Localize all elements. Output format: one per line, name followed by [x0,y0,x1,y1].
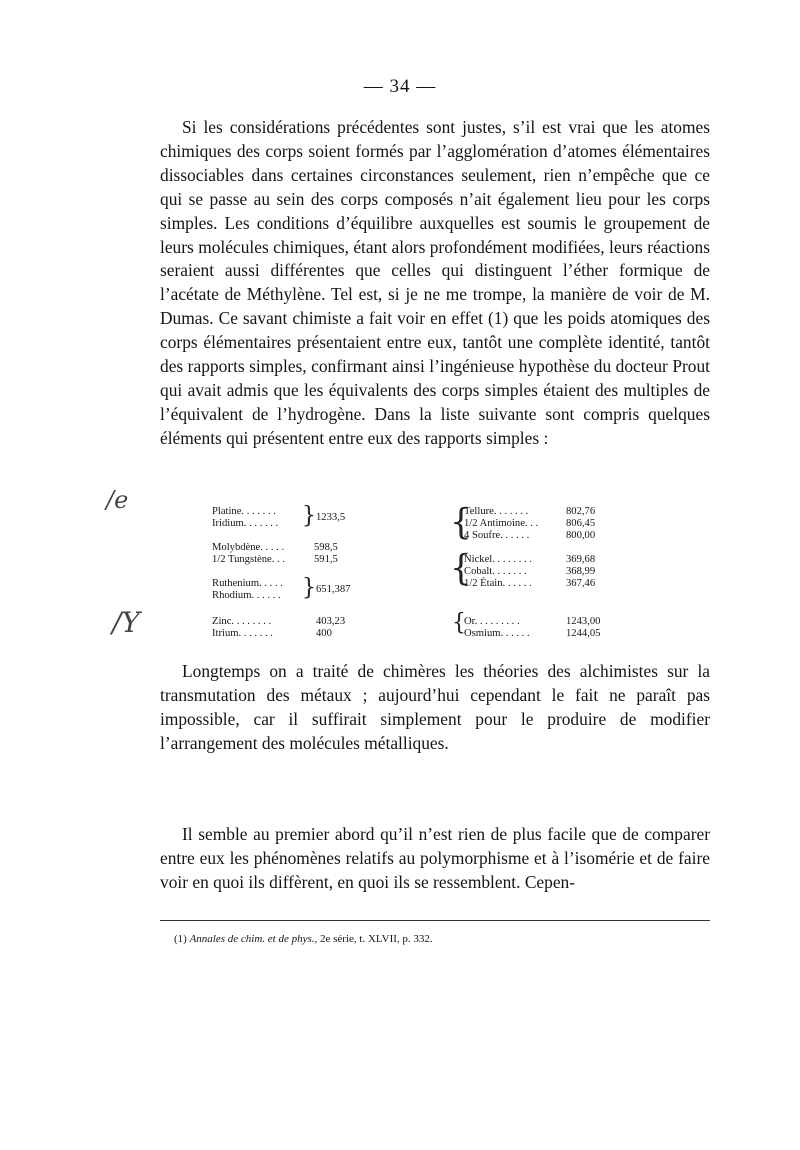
element-value: 591,5 [314,554,338,565]
element-group-value: 1233,5 [316,512,346,523]
paragraph-2: Longtemps on a traité de chimères les théories des alchimistes sur la transmutation des métaux ; aujourd’hui cependant le fait ne paraît pas impossible, car il suffirait simplement pour le produire de modifier l’arrangement des molécules métalliques. [160,661,710,753]
element-name: Cobalt. . . . . . . [464,566,527,577]
element-value: 367,46 [566,578,596,589]
table-row [460,616,620,628]
elements-table-right [450,501,620,640]
element-name: 1/2 Antimoine. . . [464,518,539,529]
brace-icon: } [302,574,316,601]
table-row [212,542,412,554]
element-name: Osmium. . . . . . [464,628,530,639]
element-group-value: 651,387 [316,584,351,595]
element-name: Tellure. . . . . . . [464,506,529,517]
element-value: 800,00 [566,530,596,541]
brace-icon: } [302,502,316,529]
brace-icon: { [452,609,466,636]
element-name: Rhodium. . . . . . [212,590,281,601]
element-name: Zinc. . . . . . . . [212,616,272,627]
element-name: Ruthenium. . . . . [212,578,283,589]
element-name: Platine. . . . . . . [212,506,276,517]
element-name: Iridium. . . . . . . [212,518,279,529]
table-row [460,628,620,640]
element-value: 368,99 [566,566,596,577]
element-name: 4 Soufre. . . . . . [464,530,530,541]
paragraph-1: Si les considérations précédentes sont justes, s’il est vrai que les atomes chimiques des corps soient formés par l’agglomération d’atomes élémentaires dissociables dans certaines circonstances seulement, rien n’empêche que ce qui se passe au sein des corps composés n’ait également lieu pour les corps simples. Les conditions d’équilibre auxquelles est soumis le groupement de leurs molécules chimiques, étant alors profondément modifiées, leurs réactions seraient aussi différentes que celles qui distinguent l’éther formique de l’acétate de Méthylène. Tel est, si je ne me trompe, la manière de voir de M. Dumas. Ce savant chimiste a fait voir en effet (1) que les poids atomiques des corps élémentaires présentaient entre eux, tantôt une complète identité, tantôt des rapports simples, confirmant ainsi l’ingénieuse hypothèse du docteur Prout qui avait admis que les équivalents des corps simples étaient des multiples de l’équivalent de l’hydrogène. Dans la liste suivante sont compris quelques éléments qui présentent entre eux des rapports simples : [160,117,710,448]
footnote-source: Annales de chim. et de phys., [189,933,318,945]
element-value: 806,45 [566,518,596,529]
element-name: Molybdène. . . . . [212,542,285,553]
element-value: 802,76 [566,506,596,517]
margin-annotation-1: /e [106,486,129,514]
table-row [460,566,620,578]
element-name: 1/2 Étain. . . . . . [464,578,532,589]
element-value: 1243,00 [566,616,601,627]
paragraph-3: Il semble au premier abord qu’il n’est rien de plus facile que de comparer entre eux les phénomènes relatifs au polymorphisme et à l’isomérie et de faire voir en quoi ils diffèrent, en quoi ils se ressemblent. Cepen- [160,824,710,892]
element-name: Itrium. . . . . . . [212,628,273,639]
table-row [460,518,620,530]
element-value: 403,23 [316,616,346,627]
element-value: 369,68 [566,554,596,565]
table-row [460,554,620,566]
page-number: — 34 — [363,76,437,97]
element-name: 1/2 Tungstène. . . [212,554,285,565]
table-row [460,578,620,590]
footnote [174,932,433,946]
brace-icon: { [450,501,472,543]
footnote-number: (1) [174,933,187,945]
elements-table-left [212,502,412,640]
element-name: Or. . . . . . . . . [464,616,520,627]
brace-icon: { [450,547,472,589]
element-value: 598,5 [314,542,338,553]
footnote-divider [160,920,710,921]
table-row [212,554,412,566]
element-name: Nickel. . . . . . . . [464,554,532,565]
table-row [460,530,620,542]
footnote-details: 2e série, t. XLVII, p. 332. [320,933,433,945]
table-row [212,628,412,640]
element-value: 1244,05 [566,628,601,639]
margin-annotation-2: /Y [112,606,140,639]
table-row [212,616,412,628]
element-value: 400 [316,628,332,639]
table-row [460,506,620,518]
